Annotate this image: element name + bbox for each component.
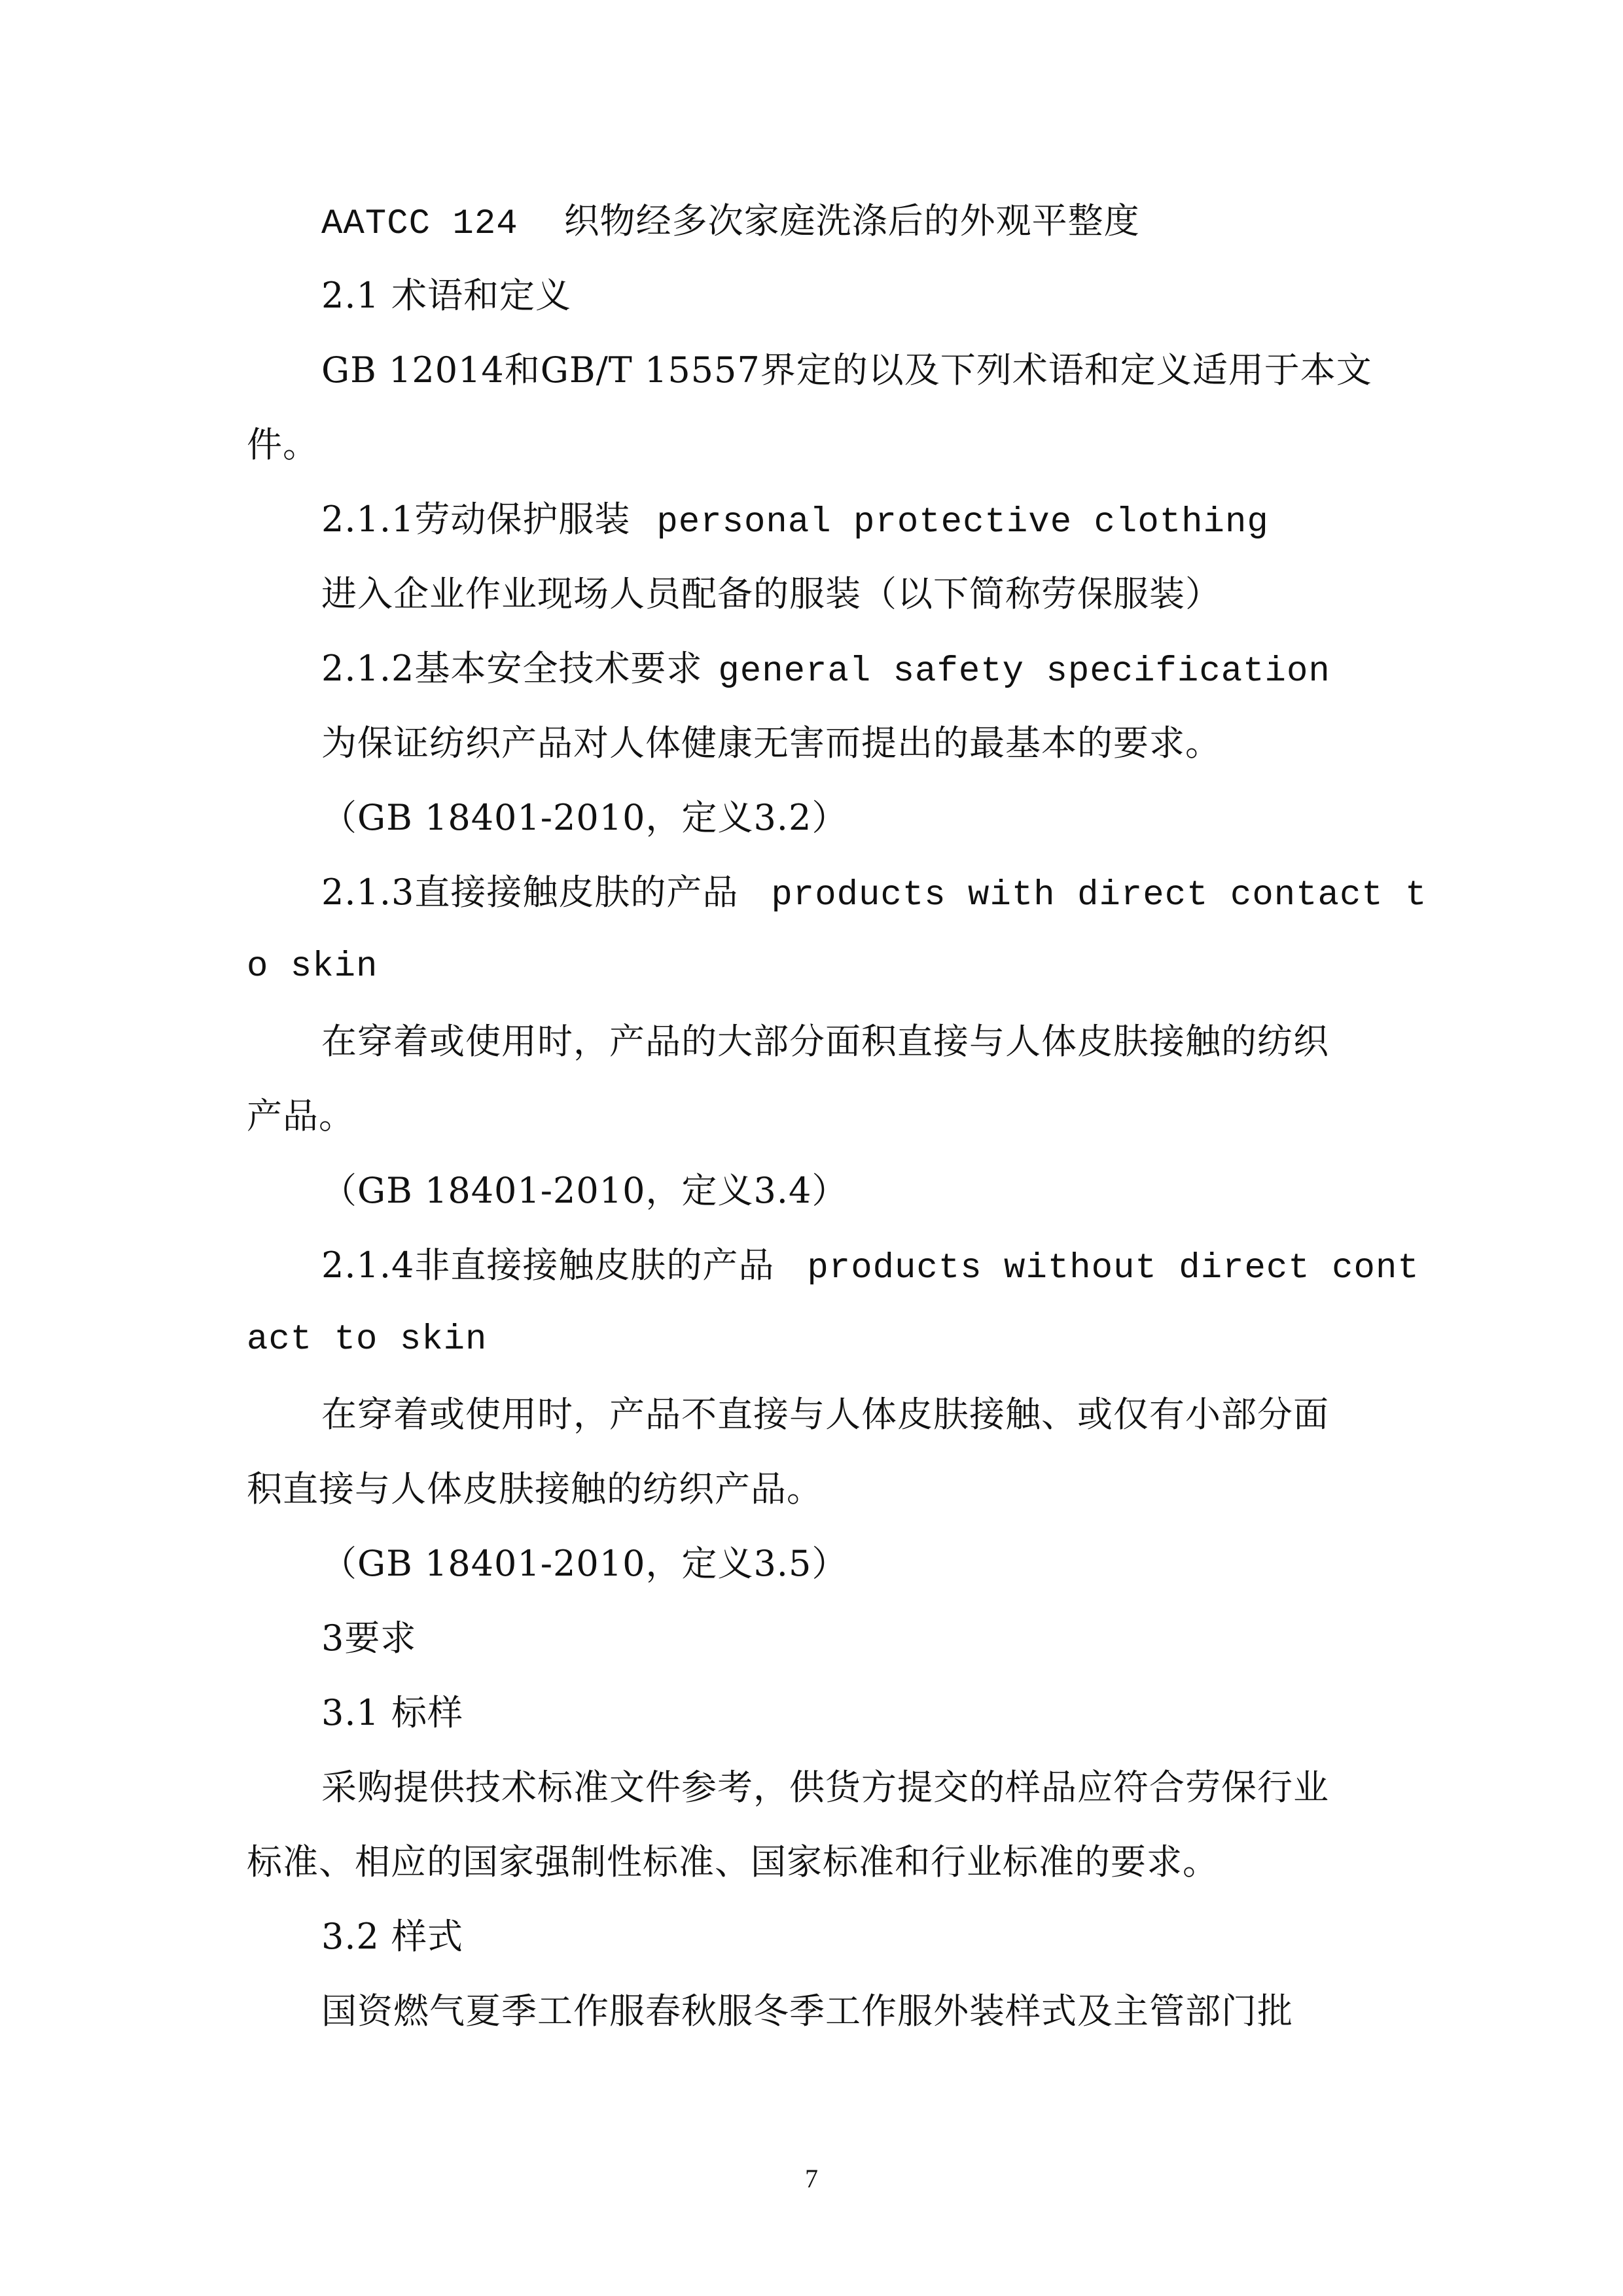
term-heading-2-1-1: [321, 490, 1382, 552]
term-english: general safety specification: [718, 652, 1330, 692]
term-chinese: 2.1.1劳动保护服装: [321, 499, 631, 540]
source-citation: （GB 18401-2010，定义3.2）: [321, 797, 848, 838]
section-heading-3-2: 3.2 样式: [321, 1916, 464, 1957]
paragraph-line: 国资燃气夏季工作服春秋服冬季工作服外装样式及主管部门批: [321, 1990, 1293, 2032]
definition-text: 在穿着或使用时，产品的大部分面积直接与人体皮肤接触的纺织: [321, 1021, 1329, 1062]
definition-text: 产品。: [247, 1095, 355, 1137]
section-heading-3: 3要求: [321, 1617, 417, 1659]
definition-text: 为保证纺织产品对人体健康无害而提出的最基本的要求。: [321, 722, 1221, 764]
source-citation: （GB 18401-2010，定义3.4）: [321, 1170, 848, 1211]
term-english: personal protective clothing: [656, 503, 1269, 542]
term-english-continuation: o skin: [247, 947, 378, 987]
term-english-continuation: act to skin: [247, 1320, 488, 1360]
standard-title: 织物经多次家庭洗涤后的外观平整度: [563, 200, 1140, 241]
paragraph-line: 件。: [247, 424, 319, 465]
paragraph-line: 采购提供技术标准文件参考，供货方提交的样品应符合劳保行业: [321, 1767, 1329, 1808]
standard-reference-aatcc-124: [321, 192, 1382, 254]
paragraph-line: GB 12014和GB/T 15557界定的以及下列术语和定义适用于本文: [321, 349, 1372, 391]
section-heading-2-1: 2.1 术语和定义: [321, 275, 572, 316]
term-chinese: 2.1.2基本安全技术要求: [321, 648, 703, 689]
term-heading-2-1-2: [321, 639, 1382, 701]
source-citation: （GB 18401-2010，定义3.5）: [321, 1543, 848, 1584]
page-number: 7: [805, 2164, 818, 2193]
term-heading-2-1-4: [321, 1236, 1419, 1298]
definition-text: 进入企业作业现场人员配备的服装（以下简称劳保服装）: [321, 573, 1221, 614]
paragraph-line: 标准、相应的国家强制性标准、国家标准和行业标准的要求。: [247, 1841, 1219, 1882]
term-english: products with direct contact t: [771, 875, 1427, 915]
term-heading-2-1-3: [321, 863, 1427, 925]
standard-code: AATCC 124: [321, 204, 518, 244]
term-chinese: 2.1.3直接接触皮肤的产品: [321, 872, 739, 913]
term-english: products without direct cont: [807, 1248, 1419, 1288]
definition-text: 积直接与人体皮肤接触的纺织产品。: [247, 1468, 823, 1510]
term-chinese: 2.1.4非直接接触皮肤的产品: [321, 1245, 775, 1286]
definition-text: 在穿着或使用时，产品不直接与人体皮肤接触、或仅有小部分面: [321, 1394, 1329, 1435]
section-heading-3-1: 3.1 标样: [321, 1692, 464, 1733]
